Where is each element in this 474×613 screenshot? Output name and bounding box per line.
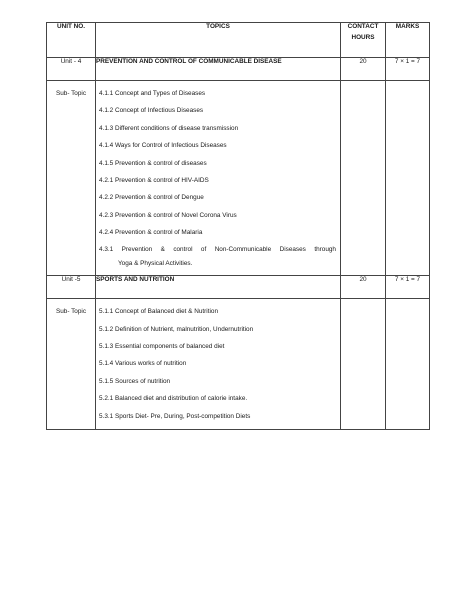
unit-hours: 20 (341, 58, 386, 81)
header-contact-line2: HOURS (351, 34, 375, 42)
wrapped-word: control (173, 245, 193, 253)
sub-topic-label: Sub- Topic (47, 81, 96, 276)
header-topics: TOPICS (96, 23, 341, 58)
unit-hours: 20 (341, 276, 386, 299)
syllabus-table (46, 22, 430, 430)
list-item: 4.2.2 Prevention & control of Dengue (99, 194, 204, 202)
subtopic-row (47, 81, 430, 276)
wrapped-topic-line2: Yoga & Physical Activities. (118, 259, 193, 267)
list-item-wrapped (99, 242, 336, 268)
wrapped-topic-line1 (99, 246, 336, 253)
subtopic-row (47, 299, 430, 430)
list-item: 4.2.4 Prevention & control of Malaria (99, 229, 203, 237)
unit-title: SPORTS AND NUTRITION (96, 276, 341, 299)
unit-marks: 7 × 1 = 7 (386, 58, 430, 81)
unit-label: Unit -5 (47, 276, 96, 299)
list-item: 4.1.3 Different conditions of disease transmission (99, 124, 239, 132)
subtopic-list (96, 81, 340, 275)
list-item: 5.1.5 Sources of nutrition (99, 377, 171, 385)
header-contact-hours (341, 23, 386, 58)
list-item: 5.1.4 Various works of nutrition (99, 360, 187, 368)
list-item: 4.1.1 Concept and Types of Diseases (99, 90, 206, 98)
subtopic-list (96, 299, 340, 429)
subtopic-list-cell (96, 81, 341, 276)
empty-marks-cell (386, 81, 430, 276)
list-item: 5.1.1 Concept of Balanced diet & Nutrition (99, 308, 219, 316)
list-item: 5.1.3 Essential components of balanced diet (99, 343, 225, 351)
list-item: 5.3.1 Sports Diet- Pre, During, Post-competition Diets (99, 412, 251, 420)
list-item: 5.2.1 Balanced diet and distribution of calorie intake. (99, 395, 248, 403)
list-item: 4.2.1 Prevention & control of HIV-AIDS (99, 176, 209, 184)
unit-row (47, 58, 430, 81)
wrapped-word: Diseases (279, 245, 306, 253)
list-item: 4.2.3 Prevention & control of Novel Corona Virus (99, 211, 237, 219)
empty-marks-cell (386, 299, 430, 430)
wrapped-word: Prevention (121, 245, 153, 253)
unit-row (47, 276, 430, 299)
header-marks: MARKS (386, 23, 430, 58)
unit-label: Unit - 4 (47, 58, 96, 81)
list-item: 4.1.5 Prevention & control of diseases (99, 159, 207, 167)
unit-title: PREVENTION AND CONTROL OF COMMUNICABLE DISEASE (96, 58, 341, 81)
wrapped-word: of (200, 245, 207, 253)
table-header-row (47, 23, 430, 58)
sub-topic-label: Sub- Topic (47, 299, 96, 430)
wrapped-word: & (160, 245, 165, 253)
subtopic-list-cell (96, 299, 341, 430)
list-item: 5.1.2 Definition of Nutrient, malnutrition, Undernutrition (99, 325, 254, 333)
header-contact-line1: CONTACT (347, 23, 379, 30)
wrapped-word: Non-Communicable (214, 245, 272, 253)
wrapped-word: 4.3.1 (99, 245, 114, 253)
header-unit-no: UNIT NO. (47, 23, 96, 58)
wrapped-word: through (314, 245, 336, 253)
empty-hours-cell (341, 81, 386, 276)
list-item: 4.1.4 Ways for Control of Infectious Diseases (99, 142, 227, 150)
empty-hours-cell (341, 299, 386, 430)
unit-marks: 7 × 1 = 7 (386, 276, 430, 299)
list-item: 4.1.2 Concept of Infectious Diseases (99, 107, 204, 115)
